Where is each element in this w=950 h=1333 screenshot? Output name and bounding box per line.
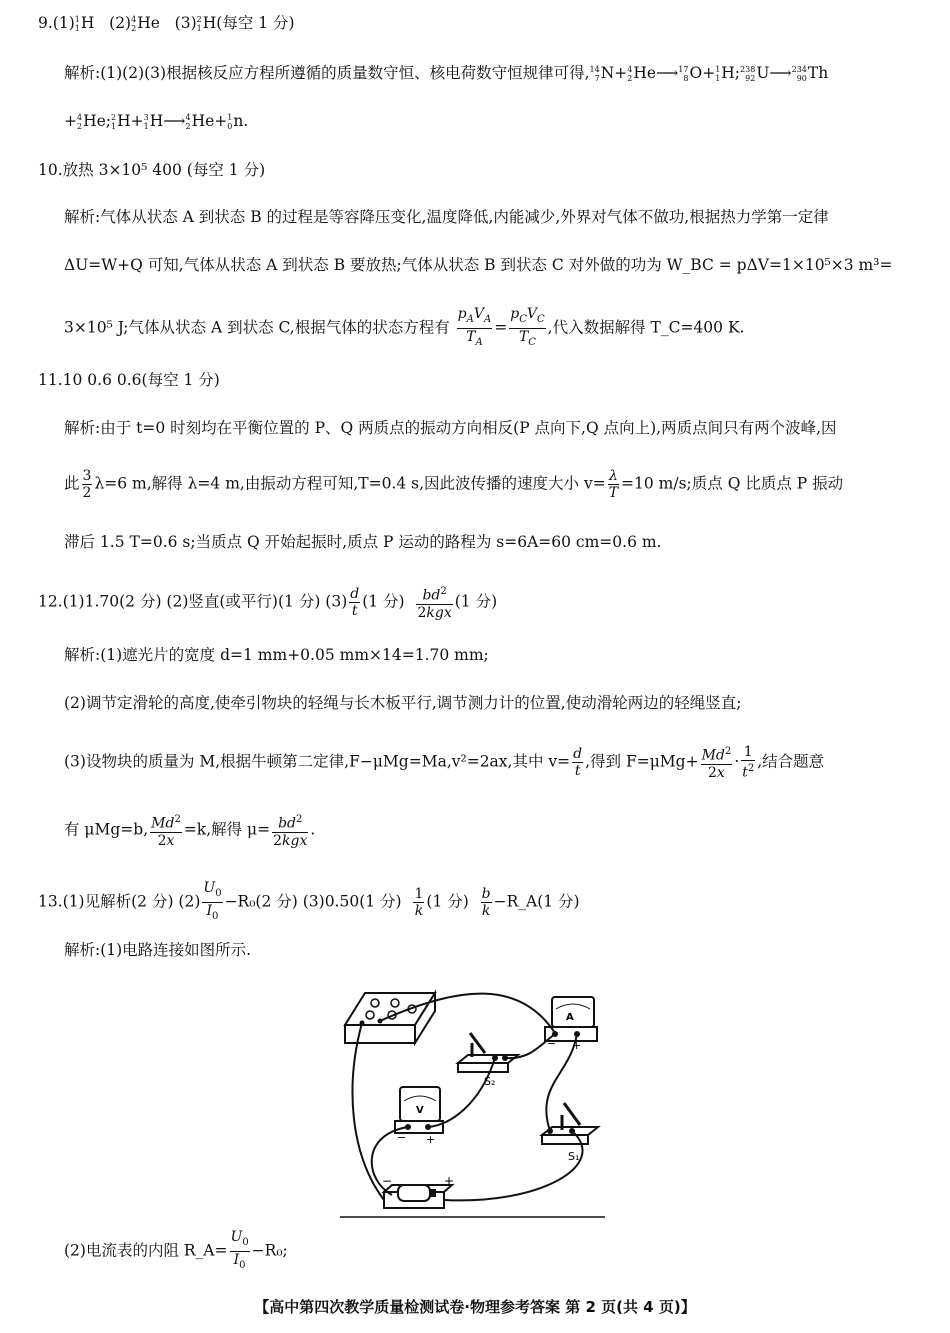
q9-analysis-line-2: + 4 2 He; 2 1 H+ 3 1 H⟶ 4 2 He+ 1 0 n. — [64, 112, 249, 131]
page-footer: 【高中第四次教学质量检测试卷·物理参考答案 第 2 页(共 4 页)】 — [254, 1298, 696, 1316]
battery-holder — [384, 1185, 452, 1208]
ammeter-minus: − — [547, 1037, 557, 1050]
battery-minus: − — [382, 1174, 393, 1188]
switch-s1 — [542, 1103, 598, 1144]
battery-plus: + — [444, 1174, 455, 1188]
voltmeter-minus: − — [397, 1131, 407, 1144]
q11-analysis-line-2: 此 $\frac{3}{2}$ λ=6 m,解得 λ=4 m,由振动方程可知,T=0.4 s,因此波传播的速度大小 v= $\frac{\lambda}{T}$ =10 m/s;质点 Q 比质点 P 振动 — [64, 468, 844, 501]
fraction-pAVA-over-TA: $\frac{p_AV_A}{T_A}$ — [457, 306, 492, 348]
switch-s1-label: S₁ — [568, 1150, 580, 1163]
q13-analysis-line-2: (2)电流表的内阻 R_A= $\frac{U_0}{I_0}$ −R₀; — [64, 1229, 288, 1271]
fraction-pCVC-over-TC: $\frac{p_CV_C}{T_C}$ — [510, 306, 545, 348]
ammeter-label: A — [566, 1012, 574, 1023]
q10-analysis-line-2: ΔU=W+Q 可知,气体从状态 A 到状态 B 要放热;气体从状态 B 到状态 C 对外做的功为 W_BC = pΔV=1×10⁵×3 m³= — [64, 256, 893, 274]
q11-analysis-line-3: 滞后 1.5 T=0.6 s;当质点 Q 开始起振时,质点 P 运动的路程为 s=6A=60 cm=0.6 m. — [64, 533, 662, 551]
voltmeter-plus: + — [426, 1133, 436, 1146]
q10-analysis-line-3: 3×10⁵ J;气体从状态 A 到状态 C,根据气体的状态方程有 $\frac{p_AV_A}{T_A}$ = $\frac{p_CV_C}{T_C}$ ,代入数据解得 T_C=400 K. — [64, 306, 744, 351]
q11-answer: 11.10 0.6 0.6(每空 1 分) — [38, 371, 220, 389]
q12-analysis-line-4: 有 μMg=b, $\frac{Md^2}{2x}$ =k,解得 μ= $\frac{bd^2}{\text{2kgx}}$ . — [64, 814, 316, 849]
q12-analysis-line-1: 解析:(1)遮光片的宽度 d=1 mm+0.05 mm×14=1.70 mm; — [64, 646, 489, 664]
q13-analysis-line-1: 解析:(1)电路连接如图所示. — [64, 941, 252, 959]
switch-s2-label: S₂ — [484, 1075, 496, 1088]
q12-analysis-line-3: (3)设物块的质量为 M,根据牛顿第二定律,F−μMg=Ma,v²=2ax,其中 v= $\frac{d}{t}$ ,得到 F=μMg+ $\frac{Md^2}{2x}$ · $\frac{1}{t^2}$ ,结合题意 — [64, 744, 825, 781]
q9-answer: 9.(1) 1 1 H (2) 4 2 He (3) 2 1 H(每空 1 分) — [38, 14, 295, 33]
q10-answer: 10.放热 3×10⁵ 400 (每空 1 分) — [38, 161, 266, 179]
q11-analysis-line-1: 解析:由于 t=0 时刻均在平衡位置的 P、Q 两质点的振动方向相反(P 点向下,Q 点向上),两质点间只有两个波峰,因 — [64, 419, 837, 437]
switch-s2 — [458, 1033, 518, 1072]
q13-answer: 13.(1)见解析(2 分) (2) $\frac{U_0}{I_0}$ −R₀(2 分) (3)0.50(1 分) $\frac{1}{k}$ (1 分) $\frac{b}{k}$ −R_A(1 分) — [38, 880, 580, 922]
circuit-diagram — [340, 985, 610, 1220]
q12-answer: 12.(1)1.70(2 分) (2)竖直(或平行)(1 分) (3) $\frac{d}{t}$ (1 分) $\frac{bd^2}{\text{2kgx}}$ (1 分) — [38, 585, 498, 621]
ammeter-plus: + — [572, 1039, 582, 1052]
q10-analysis-line-1: 解析:气体从状态 A 到状态 B 的过程是等容降压变化,温度降低,内能减少,外界对气体不做功,根据热力学第一定律 — [64, 208, 829, 226]
voltmeter-label: V — [416, 1105, 424, 1116]
q12-analysis-line-2: (2)调节定滑轮的高度,使牵引物块的轻绳与长木板平行,调节测力计的位置,使动滑轮两边的轻绳竖直; — [64, 694, 742, 712]
q9-analysis-line-1: 解析:(1)(2)(3)根据核反应方程所遵循的质量数守恒、核电荷数守恒规律可得, 14 7 N+ 4 2 He⟶ 17 8 O+ 1 1 H; 238 92 U⟶ 234 90 Th — [64, 64, 829, 83]
